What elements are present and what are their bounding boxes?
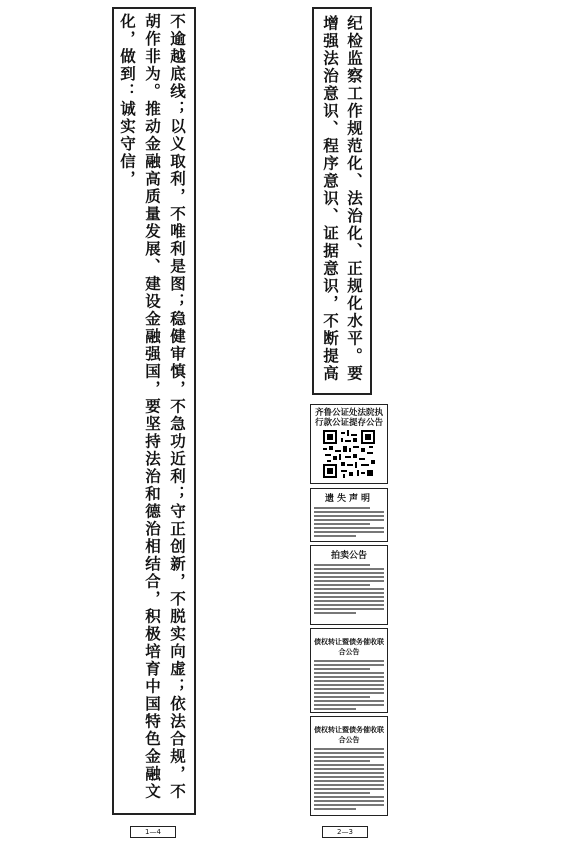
debt2-header-line [311, 717, 387, 724]
debt-transfer-notice-1 [310, 628, 388, 713]
qr-code-icon [323, 430, 375, 478]
left-column-text: 不逾越底线；以义取利，不唯利是图；稳健审慎，不急功近利；守正创新，不脱实向虚；依法合规，不胡作非为。推动金融高质量发展、建设金融强国，要坚持法治和德治相结合，积极培育中国特色金融文化，做到：诚实守信， [118, 13, 187, 801]
qr-notice [310, 404, 388, 484]
auction-notice [310, 545, 388, 625]
right-text-column [312, 7, 372, 395]
auction-notice-body [311, 561, 387, 617]
debt2-notice-title: 债权转让暨债务催收联合公告 [314, 726, 384, 744]
loss-statement-notice [310, 488, 388, 542]
right-column-text: 纪检监察工作规范化、法治化、正规化水平。要增强法治意识、程序意识、证据意识，不断提高 [321, 15, 364, 383]
debt1-notice-body [311, 657, 387, 713]
loss-notice-title: 遗失声明 [324, 494, 373, 504]
page-number-right: 2—3 [322, 826, 368, 838]
debt2-notice-body [311, 745, 387, 813]
debt1-notice-title: 债权转让暨债务催收联合公告 [314, 638, 384, 656]
loss-notice-body [311, 504, 387, 540]
left-text-column [112, 7, 196, 815]
qr-notice-title: 齐鲁公证处法院执行款公证提存公告 [314, 408, 383, 428]
auction-notice-title: 拍卖公告 [330, 551, 367, 561]
debt-transfer-notice-2 [310, 716, 388, 816]
debt1-header-line [311, 629, 387, 636]
page-number-left: 1—4 [130, 826, 176, 838]
